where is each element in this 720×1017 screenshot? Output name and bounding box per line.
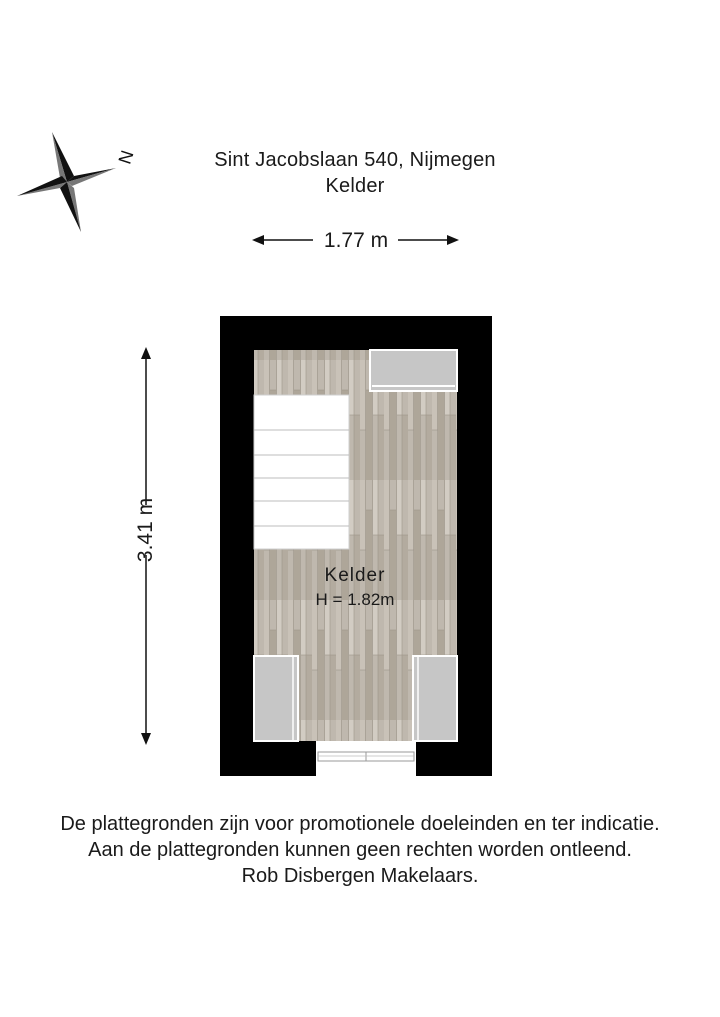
disclaimer-line-1: De plattegronden zijn voor promotionele doeleinden en ter indicatie. [60,813,660,835]
window-opening-bottom [316,741,416,776]
room-height-label: H = 1.82m [315,590,395,609]
floor-plan [220,316,492,776]
height-dimension-label: 3.41 m [134,497,157,563]
width-dimension-label: 1.77 m [323,229,389,252]
compass [17,132,116,232]
staircase [254,395,349,549]
cabinet-left [254,656,298,741]
room-name-label: Kelder [324,565,386,586]
floor-title: Kelder [325,175,385,197]
disclaimer-line-3: Rob Disbergen Makelaars. [241,865,479,887]
disclaimer-line-2: Aan de plattegronden kunnen geen rechten worden ontleend. [88,839,632,861]
compass-north-label: N [114,147,138,167]
address-title: Sint Jacobslaan 540, Nijmegen [214,149,496,171]
window-fixture-top [370,350,457,391]
cabinet-right [413,656,457,741]
